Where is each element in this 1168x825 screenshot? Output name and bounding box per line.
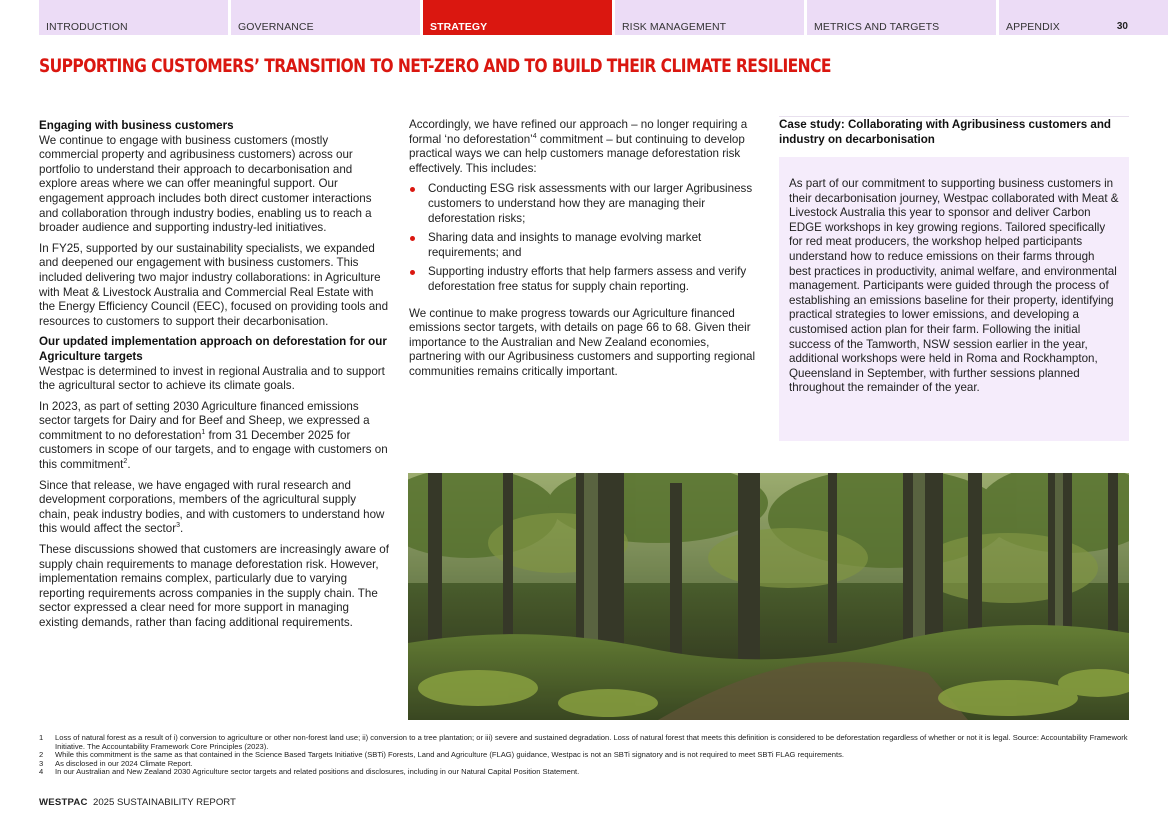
list-item bbox=[409, 265, 761, 294]
footnote-ref[interactable]: 3 bbox=[176, 522, 180, 530]
text: . bbox=[127, 458, 131, 472]
case-study-body: As part of our commitment to supporting business customers in their decarbonisation journey, Westpac collaborated with Meat & Livestock Australia this year to sponsor and deliver Carbon EDGE workshops in key growing regions. Tailored specifically for red meat producers, the workshop helped participants understand how to reduce emissions on their farms through best practices in productivity, animal welfare, and environmental management. Participants were guided through the process of establishing an emissions baseline for their property, identifying practical strategies to lower emissions, and developing a customised action plan for their farm. Following the initial success of the Tamworth, NSW session earlier in the year, additional workshops were held in Roma and Rockhampton, Queensland in September, with further sessions planned throughout the remainder of the year. bbox=[789, 177, 1119, 395]
footnote-number: 1 bbox=[39, 733, 44, 742]
tab-strategy[interactable]: STRATEGY bbox=[423, 0, 612, 35]
paragraph: We continue to make progress towards our Agriculture financed emissions sector targets, with details on page 66 to 68. Given their importance to the Australian and New Zealand economies, partnering with our Agribusiness customers and supporting regional communities remains critically important. bbox=[409, 306, 756, 378]
text: . bbox=[179, 522, 184, 536]
paragraph: We continue to engage with business customers (mostly commercial property and agribusiness customers) across our portfolio to understand their approach to decarbonisation and explore areas where we can offer meaningful support. Our engagement approach includes both direct customer interactions and collaboration through industry bodies, enabling us to reach a broader audience and supporting industry-led initiatives. bbox=[39, 133, 372, 235]
tab-governance[interactable]: GOVERNANCE bbox=[231, 0, 420, 35]
paragraph bbox=[409, 118, 761, 176]
list-item bbox=[409, 231, 761, 260]
page-title: SUPPORTING CUSTOMERS’ TRANSITION TO NET-ZERO AND TO BUILD THEIR CLIMATE RESILIENCE bbox=[39, 56, 831, 77]
text: commitment – but continuing to develop practical ways we can help customers manage deforestation risk effectively. This includes: bbox=[409, 132, 745, 175]
divider bbox=[779, 116, 1129, 117]
top-navigation bbox=[39, 0, 1168, 35]
tab-introduction[interactable]: INTRODUCTION bbox=[39, 0, 228, 35]
footnote bbox=[39, 751, 1129, 760]
text: Sharing data and insights to manage evolving market requirements; and bbox=[428, 231, 702, 259]
footnote-text: As disclosed in our 2024 Climate Report. bbox=[55, 758, 193, 768]
footer-report-name: 2025 SUSTAINABILITY REPORT bbox=[93, 797, 236, 808]
footnote-ref[interactable]: 2 bbox=[123, 458, 128, 466]
text: Supporting industry efforts that help farmers assess and verify deforestation free status for supply chain reporting. bbox=[428, 265, 747, 293]
tab-appendix[interactable]: APPENDIX bbox=[999, 0, 1168, 35]
footnote bbox=[39, 734, 1129, 751]
case-study-title: Case study: Collaborating with Agribusiness customers and industry on decarbonisation bbox=[779, 118, 1111, 146]
paragraph bbox=[39, 479, 389, 537]
footer-brand: WESTPAC bbox=[39, 797, 88, 808]
text: Since that release, we have engaged with rural research and development corporations, members of the agricultural supply chain, peak industry bodies, and with customers to understand how this would affect the sector bbox=[39, 478, 385, 536]
text: from 31 December 2025 for customers in scope of our targets, and to engage with customers on this commitment bbox=[39, 428, 388, 472]
column-left bbox=[39, 119, 389, 637]
footnote-ref[interactable]: 4 bbox=[532, 132, 537, 140]
section-heading-engaging: Engaging with business customers bbox=[39, 119, 234, 132]
column-middle bbox=[409, 118, 761, 386]
page-footer bbox=[39, 797, 236, 808]
paragraph bbox=[39, 400, 389, 473]
footnote bbox=[39, 768, 1129, 777]
footnote-text: Loss of natural forest as a result of i) conversion to agriculture or other non-forest land use; ii) conversion to a tree plantation; or iii) severe and sustained degradation. Loss of natural forest that meets this definition is considered to be deforestation regardless of whether or not it is legal. Source: Accountability Framework Initiative. The Accountability Framework Core Principles (2023). bbox=[55, 733, 1128, 751]
bullet-icon bbox=[410, 236, 415, 241]
text: Conducting ESG risk assessments with our larger Agribusiness customers to understand how they are managing their deforestation risks; bbox=[428, 182, 753, 225]
page-number: 30 bbox=[1116, 21, 1128, 32]
forest-image bbox=[408, 473, 1129, 720]
bullet-list bbox=[409, 182, 761, 294]
tab-risk-management[interactable]: RISK MANAGEMENT bbox=[615, 0, 804, 35]
text: In 2023, as part of setting 2030 Agriculture financed emissions sector targets for Dairy and for Beef and Sheep, we expressed a commitment to no deforestation bbox=[39, 399, 370, 442]
bullet-icon bbox=[410, 187, 415, 192]
footnote-number: 2 bbox=[39, 750, 44, 760]
footnote-ref[interactable]: 1 bbox=[201, 429, 206, 437]
forest-photo bbox=[408, 473, 1129, 720]
case-study-heading-block bbox=[779, 118, 1129, 147]
section-heading-deforestation: Our updated implementation approach on deforestation for our Agriculture targets bbox=[39, 335, 387, 363]
text: Accordingly, we have refined our approach – no longer requiring a formal ‘no deforestation’ bbox=[409, 118, 748, 146]
footnote-number: 3 bbox=[39, 758, 44, 768]
tab-metrics-and-targets[interactable]: METRICS AND TARGETS bbox=[807, 0, 996, 35]
bullet-icon bbox=[410, 270, 415, 275]
footnote-text: While this commitment is the same as that contained in the Science Based Targets Initiative (SBTi) Forests, Land and Agriculture (FLAG) guidance, Westpac is not an SBTi signatory and is not required to meet SBTi FLAG requirements. bbox=[55, 750, 844, 760]
footnote-text: In our Australian and New Zealand 2030 Agriculture sector targets and related positions and disclosures, including in our Natural Capital Position Statement. bbox=[55, 767, 580, 777]
paragraph: Westpac is determined to invest in regional Australia and to support the agricultural sector to achieve its climate goals. bbox=[39, 364, 385, 393]
footnote-number: 4 bbox=[39, 767, 44, 777]
case-study-box bbox=[779, 157, 1129, 441]
paragraph: These discussions showed that customers are increasingly aware of supply chain requirements to manage deforestation risk. However, implementation remains complex, particularly due to varying reporting requirements across companies in the supply chain. The sector expressed a clear need for more support in managing existing demands, rather than facing additional requirements. bbox=[39, 543, 389, 629]
list-item bbox=[409, 182, 761, 226]
footnotes bbox=[39, 734, 1129, 777]
paragraph: In FY25, supported by our sustainability specialists, we expanded and deepened our engagement with business customers. This included delivering two major industry collaborations: in Agriculture with Meat & Livestock Australia and Commercial Real Estate with the Energy Efficiency Council (EEC), focused on providing tools and resources to customers to support their decarbonisation. bbox=[39, 241, 389, 328]
